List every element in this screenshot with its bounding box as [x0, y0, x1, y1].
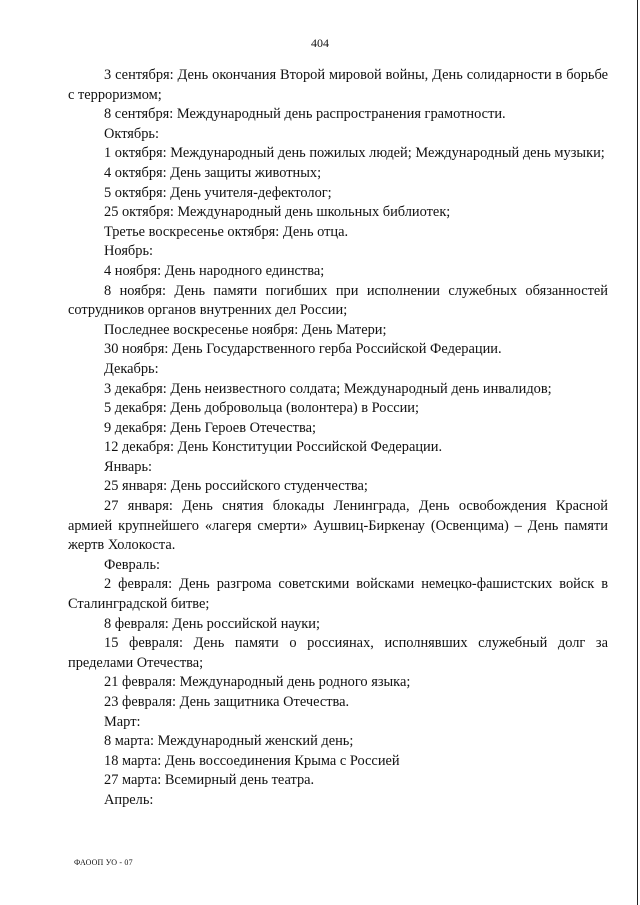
month-heading: Февраль: — [104, 556, 161, 573]
paragraph: 4 октября: День защиты животных; — [104, 164, 322, 181]
paragraph: 8 ноября: День памяти погибших при исполнении служебных обязанностей сотрудников органов внутренних дел России; — [68, 282, 608, 319]
paragraph: 9 декабря: День Героев Отечества; — [104, 419, 316, 436]
paragraph: 3 декабря: День неизвестного солдата; Международный день инвалидов; — [104, 380, 552, 397]
page-number: 404 — [311, 36, 329, 50]
paragraph: 2 февраля: День разгрома советскими войсками немецко-фашистских войск в Сталинградской битве; — [68, 576, 608, 613]
paragraph: 15 февраля: День памяти о россиянах, исполнявших служебный долг за пределами Отечества; — [68, 635, 608, 671]
paragraph: 25 января: День российского студенчества; — [104, 478, 368, 495]
paragraph: 21 февраля: Международный день родного языка; — [104, 674, 411, 691]
paragraph: 8 марта: Международный женский день; — [104, 733, 354, 750]
paragraph: 25 октября: Международный день школьных библиотек; — [104, 204, 451, 221]
paragraph: 18 марта: День воссоединения Крыма с Россией — [104, 752, 400, 769]
paragraph: 23 февраля: День защитника Отечества. — [104, 694, 350, 710]
month-heading: Октябрь: — [104, 125, 159, 142]
paragraph: 12 декабря: День Конституции Российской Федерации. — [104, 439, 443, 456]
month-heading: Декабрь: — [104, 360, 159, 377]
page-edge — [637, 0, 638, 905]
month-heading: Ноябрь: — [104, 243, 154, 260]
paragraph: 30 ноября: День Государственного герба Российской Федерации. — [104, 341, 502, 358]
footer-code: ФАООП УО - 07 — [74, 858, 133, 867]
month-heading: Март: — [104, 713, 141, 730]
paragraph: Последнее воскресенье ноября: День Матери; — [104, 321, 387, 338]
paragraph: 8 сентября: Международный день распространения грамотности. — [104, 106, 506, 123]
paragraph: 1 октября: Международный день пожилых людей; Международный день музыки; — [104, 145, 605, 162]
paragraph: 5 октября: День учителя-дефектолог; — [104, 184, 332, 201]
paragraph: 3 сентября: День окончания Второй мировой войны, День солидарности в борьбе с терроризмом; — [68, 67, 608, 103]
paragraph: 5 декабря: День добровольца (волонтера) в России; — [104, 400, 419, 417]
month-heading: Апрель: — [104, 791, 154, 808]
paragraph: 27 марта: Всемирный день театра. — [104, 772, 315, 789]
paragraph: Третье воскресенье октября: День отца. — [104, 223, 349, 240]
document-body — [68, 66, 608, 811]
month-heading: Январь: — [104, 458, 153, 475]
paragraph: 8 февраля: День российской науки; — [104, 615, 320, 632]
paragraph: 27 января: День снятия блокады Ленинграда, День освобождения Красной армией крупнейшего «лагеря смерти» Аушвиц-Биркенау (Освенцима) – День памяти жертв Холокоста. — [68, 498, 608, 554]
paragraph: 4 ноября: День народного единства; — [104, 262, 325, 279]
